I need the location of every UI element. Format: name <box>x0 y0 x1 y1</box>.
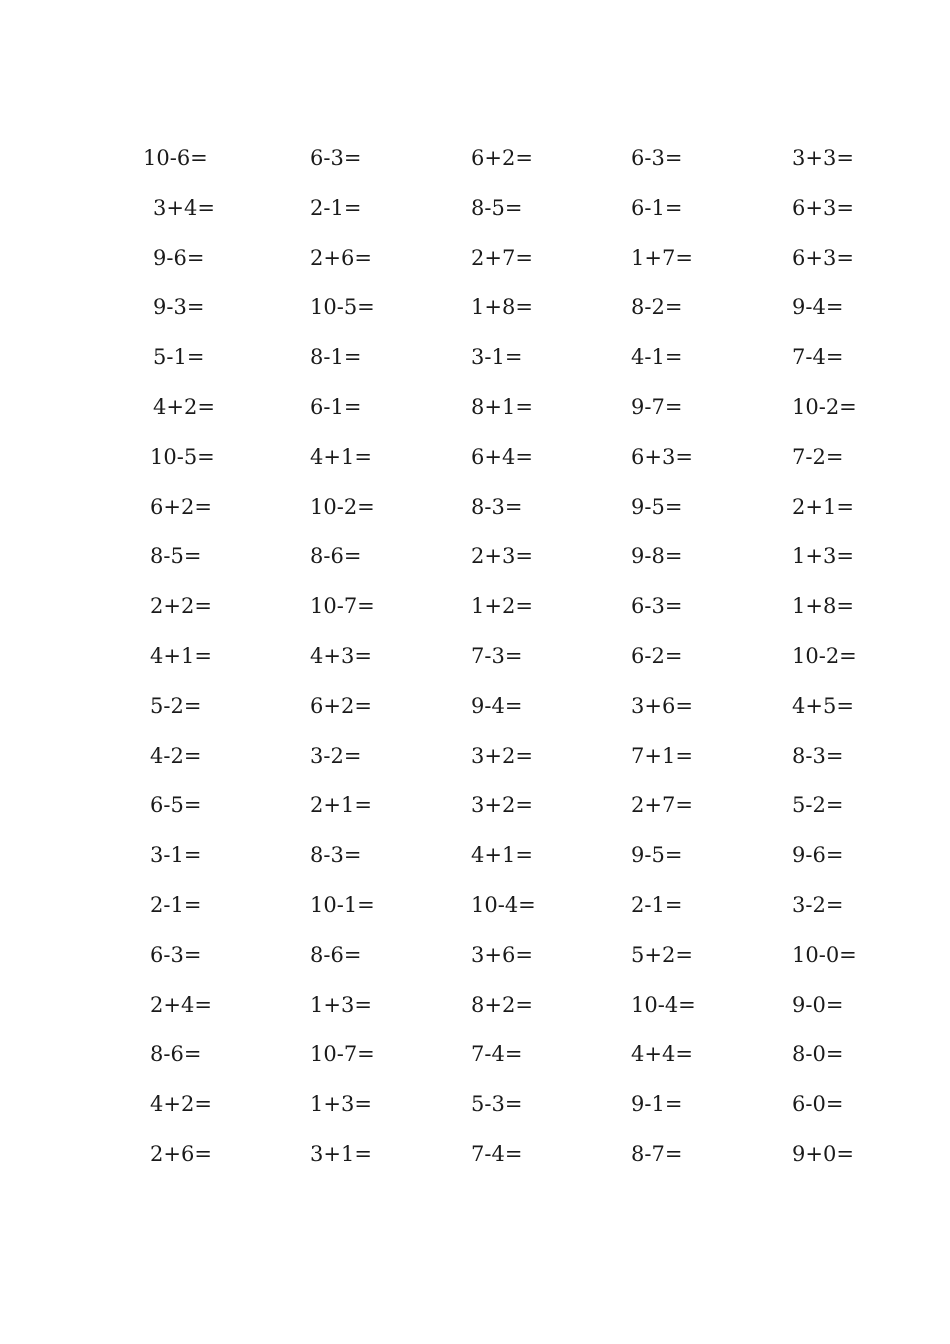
math-problem: 10-0= <box>792 943 857 967</box>
math-problem: 4+1= <box>150 644 212 668</box>
math-problem: 8+1= <box>471 395 533 419</box>
math-problem: 6-0= <box>792 1092 844 1116</box>
math-problem: 10-2= <box>792 644 857 668</box>
math-problem: 5-2= <box>792 793 844 817</box>
math-problem: 3-2= <box>792 893 844 917</box>
math-problem: 6+4= <box>471 445 533 469</box>
math-problem: 9-1= <box>631 1092 683 1116</box>
math-problem: 2+4= <box>150 993 212 1017</box>
math-problem: 4+2= <box>150 1092 212 1116</box>
math-problem: 5-2= <box>150 694 202 718</box>
math-problem: 6+2= <box>310 694 372 718</box>
math-problem: 9-8= <box>631 544 683 568</box>
math-problem: 5-1= <box>153 345 205 369</box>
math-problem: 10-1= <box>310 893 375 917</box>
math-problem: 9-0= <box>792 993 844 1017</box>
math-problem: 6-1= <box>631 196 683 220</box>
math-problem: 1+8= <box>471 295 533 319</box>
math-problem: 10-5= <box>150 445 215 469</box>
math-problem: 1+3= <box>310 993 372 1017</box>
math-problem: 8-6= <box>310 544 362 568</box>
math-problem: 7-3= <box>471 644 523 668</box>
math-problem: 4+5= <box>792 694 854 718</box>
math-problem: 9-3= <box>153 295 205 319</box>
math-problem: 10-4= <box>471 893 536 917</box>
math-problem: 9-6= <box>792 843 844 867</box>
math-problem: 9-4= <box>792 295 844 319</box>
math-problem: 7-2= <box>792 445 844 469</box>
math-problem: 7+1= <box>631 744 693 768</box>
math-problem: 2-1= <box>310 196 362 220</box>
math-problem: 7-4= <box>471 1142 523 1166</box>
math-problem: 10-7= <box>310 594 375 618</box>
math-problem: 10-2= <box>310 495 375 519</box>
math-problem: 8-7= <box>631 1142 683 1166</box>
math-problem: 2+3= <box>471 544 533 568</box>
math-problem: 8-3= <box>792 744 844 768</box>
math-problem: 8+2= <box>471 993 533 1017</box>
math-problem: 1+8= <box>792 594 854 618</box>
math-problem: 8-2= <box>631 295 683 319</box>
math-problem: 1+2= <box>471 594 533 618</box>
math-problem: 6-3= <box>631 146 683 170</box>
math-problem: 3+1= <box>310 1142 372 1166</box>
math-problem: 4+4= <box>631 1042 693 1066</box>
math-problem: 10-2= <box>792 395 857 419</box>
math-problem: 6-3= <box>310 146 362 170</box>
math-problem: 3+2= <box>471 744 533 768</box>
math-problem: 2+6= <box>150 1142 212 1166</box>
math-problem: 6+3= <box>792 196 854 220</box>
math-problem: 5+2= <box>631 943 693 967</box>
math-problem: 3+3= <box>792 146 854 170</box>
math-problem: 4+1= <box>310 445 372 469</box>
math-problem: 8-6= <box>310 943 362 967</box>
math-problem: 1+3= <box>310 1092 372 1116</box>
math-problem: 3+6= <box>631 694 693 718</box>
math-problem: 6+2= <box>471 146 533 170</box>
math-problem: 10-5= <box>310 295 375 319</box>
math-problem: 6+3= <box>792 246 854 270</box>
math-problem: 9-6= <box>153 246 205 270</box>
math-problem: 9+0= <box>792 1142 854 1166</box>
math-problem: 4+3= <box>310 644 372 668</box>
math-problem: 6+2= <box>150 495 212 519</box>
math-problem: 6+3= <box>631 445 693 469</box>
math-problem: 3+6= <box>471 943 533 967</box>
math-problem: 8-1= <box>310 345 362 369</box>
math-problem: 3-1= <box>150 843 202 867</box>
math-problem: 8-6= <box>150 1042 202 1066</box>
math-problem: 3+2= <box>471 793 533 817</box>
math-problem: 8-3= <box>471 495 523 519</box>
math-problem: 7-4= <box>792 345 844 369</box>
math-problem: 4-2= <box>150 744 202 768</box>
math-problem: 5-3= <box>471 1092 523 1116</box>
math-problem: 10-4= <box>631 993 696 1017</box>
math-problem: 3-2= <box>310 744 362 768</box>
math-problem: 1+3= <box>792 544 854 568</box>
math-problem: 10-6= <box>143 146 208 170</box>
math-problem: 8-3= <box>310 843 362 867</box>
math-problem: 9-4= <box>471 694 523 718</box>
math-problem: 2+6= <box>310 246 372 270</box>
math-problem: 3-1= <box>471 345 523 369</box>
math-problem: 4+2= <box>153 395 215 419</box>
math-problem: 6-2= <box>631 644 683 668</box>
math-problem: 8-0= <box>792 1042 844 1066</box>
math-problem: 4-1= <box>631 345 683 369</box>
math-problem: 9-5= <box>631 495 683 519</box>
math-problem: 2-1= <box>631 893 683 917</box>
math-problem: 9-5= <box>631 843 683 867</box>
math-problem: 8-5= <box>150 544 202 568</box>
math-problem: 6-3= <box>150 943 202 967</box>
math-problem: 6-5= <box>150 793 202 817</box>
math-problem: 6-1= <box>310 395 362 419</box>
math-problem: 4+1= <box>471 843 533 867</box>
math-problem: 6-3= <box>631 594 683 618</box>
math-problem: 10-7= <box>310 1042 375 1066</box>
math-problem: 2+1= <box>792 495 854 519</box>
math-problem: 2+7= <box>631 793 693 817</box>
math-problem: 8-5= <box>471 196 523 220</box>
math-problem: 7-4= <box>471 1042 523 1066</box>
math-problem: 9-7= <box>631 395 683 419</box>
math-problem: 1+7= <box>631 246 693 270</box>
math-problem: 2+2= <box>150 594 212 618</box>
math-problem: 3+4= <box>153 196 215 220</box>
math-problem: 2-1= <box>150 893 202 917</box>
math-problem: 2+1= <box>310 793 372 817</box>
math-problem: 2+7= <box>471 246 533 270</box>
